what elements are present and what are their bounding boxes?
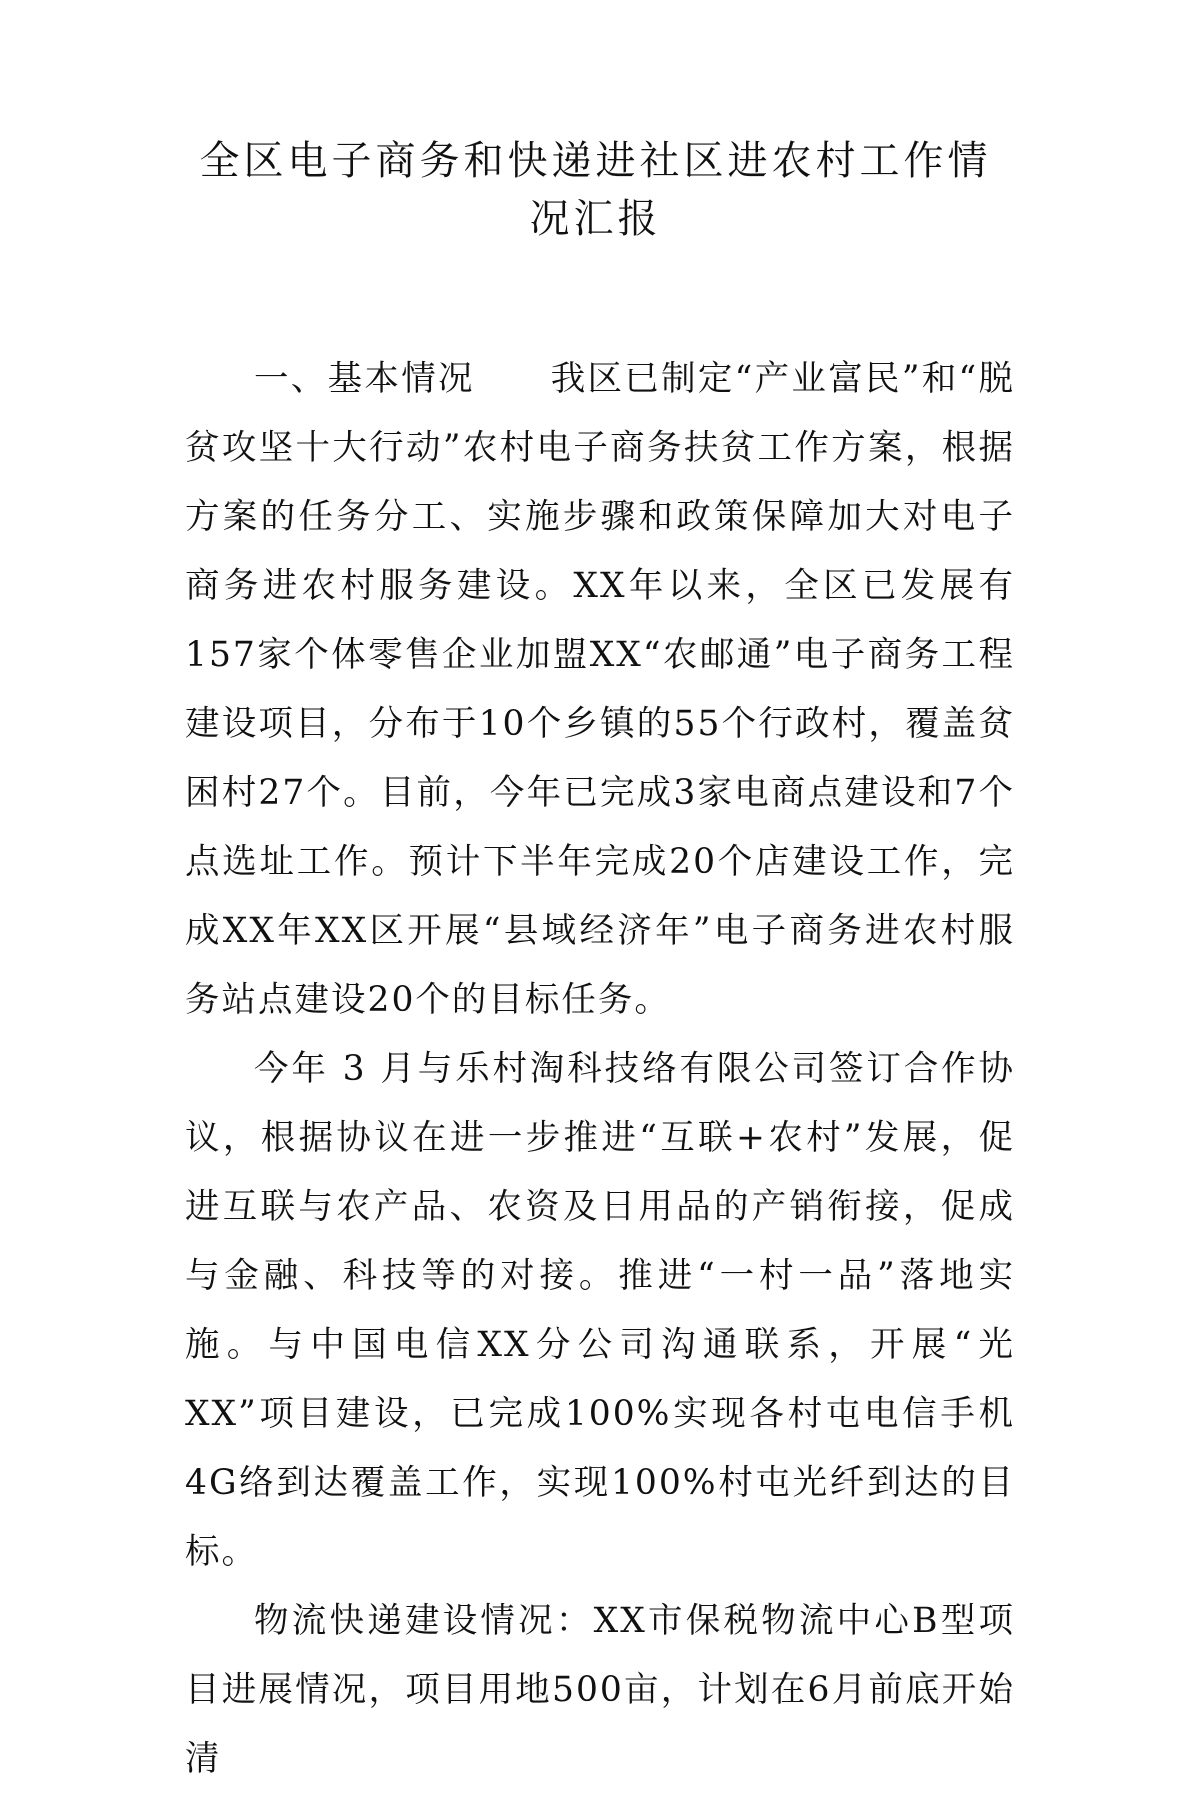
document-title xyxy=(0,132,1191,248)
paragraph-2: 今年 3 月与乐村淘科技络有限公司签订合作协议，根据协议在进一步推进“互联+农村”发展，促进互联与农产品、农资及日用品的产销衔接，促成与金融、科技等的对接。推进“一村一品”落地实施。与中国电信XX分公司沟通联系，开展“光XX”项目建设，已完成100%实现各村屯电信手机4G络到达覆盖工作，实现100%村屯光纤到达的目标。 xyxy=(185,1049,1015,1572)
paragraph-1-text: 我区已制定“产业富民”和“脱贫攻坚十大行动”农村电子商务扶贫工作方案，根据方案的任务分工、实施步骤和政策保障加大对电子商务进农村服务建设。XX年以来，全区已发展有157家个体零售企业加盟XX“农邮通”电子商务工程建设项目，分布于10个乡镇的55个行政村，覆盖贫困村27个。目前，今年已完成3家电商点建设和7个点选址工作。预计下半年完成20个店建设工作，完成XX年XX区开展“县域经济年”电子商务进农村服务站点建设20个的目标任务。 xyxy=(185,359,1015,1020)
document-body xyxy=(185,345,1015,1794)
title-line-1: 全区电子商务和快递进社区进农村工作情 xyxy=(199,138,992,184)
paragraph-3: 物流快递建设情况：XX市保税物流中心B型项目进展情况，项目用地500亩，计划在6月前底开始清 xyxy=(185,1601,1015,1779)
title-line-2: 况汇报 xyxy=(529,196,662,242)
paragraph-basic-situation xyxy=(185,345,1015,1035)
section-heading: 一、基本情况 xyxy=(254,359,475,399)
